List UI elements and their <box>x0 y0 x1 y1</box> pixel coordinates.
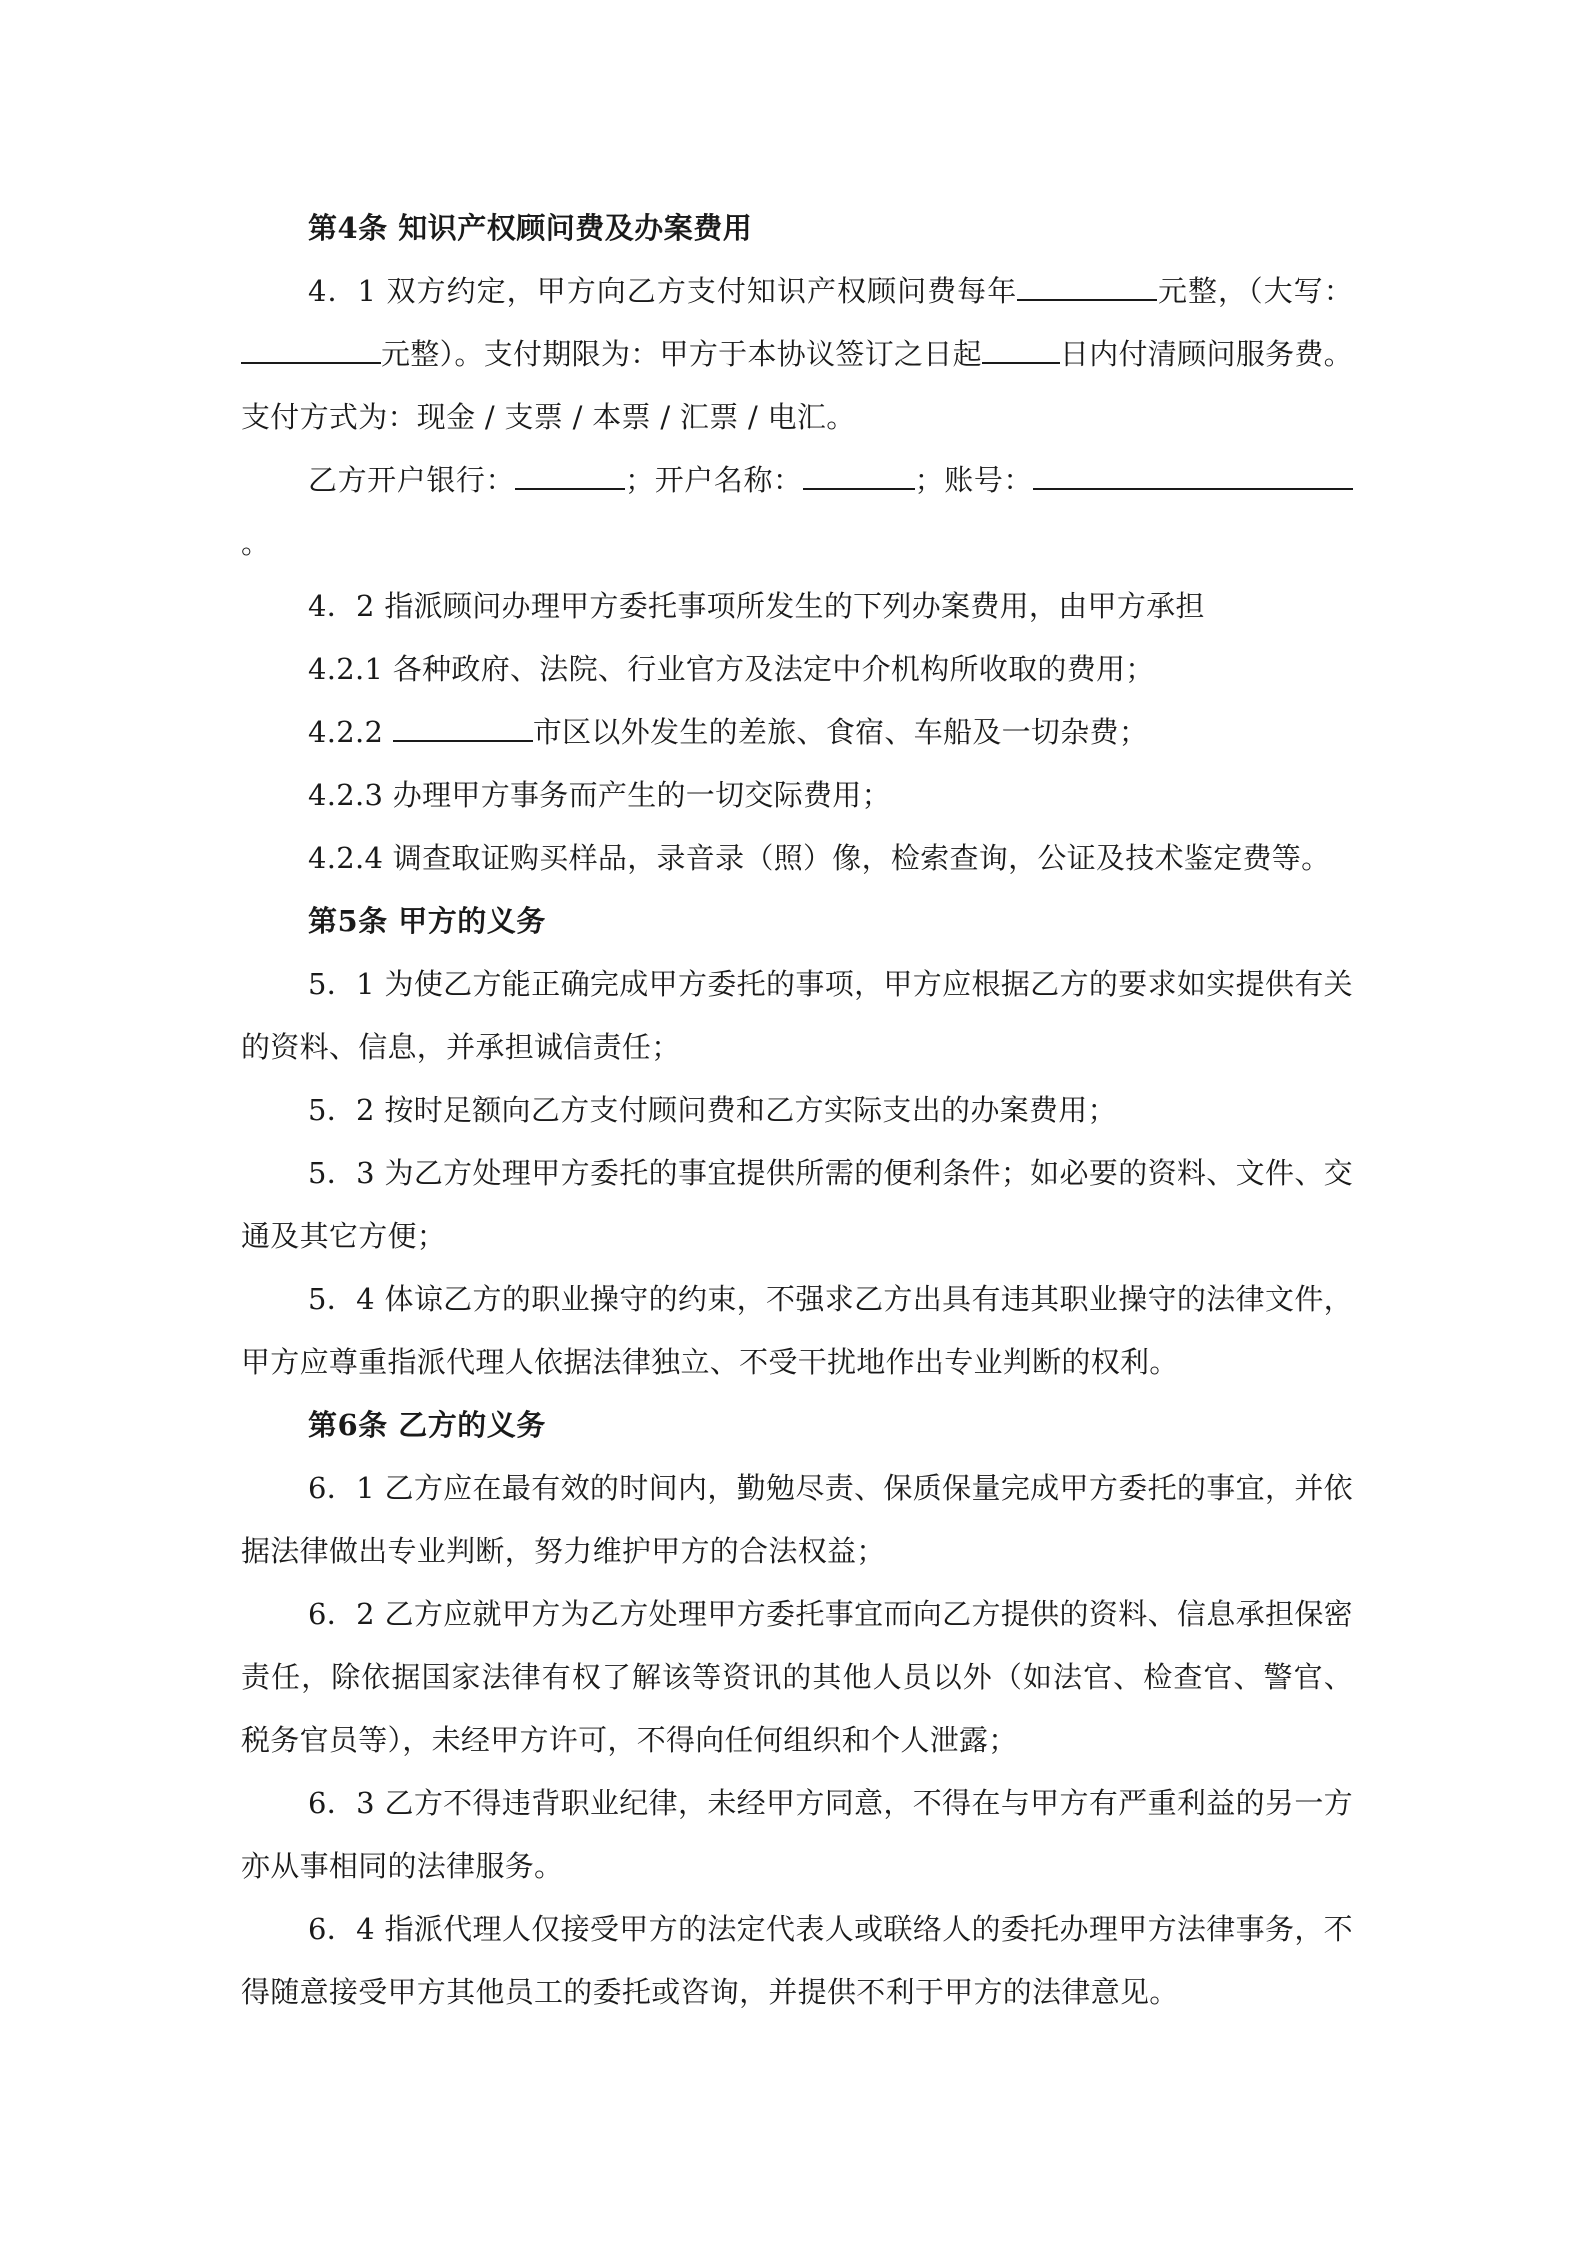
clause-4-1-text-c: 元整）。支付期限为：甲方于本协议签订之日起 <box>381 337 982 371</box>
clause-5-1: 5．1 为使乙方能正确完成甲方委托的事项，甲方应根据乙方的要求如实提供有关的资料、信息，并承担诚信责任； <box>241 967 1353 1064</box>
bank-name-blank <box>515 462 625 490</box>
bank-label: 乙方开户银行： <box>308 463 516 497</box>
account-name-blank <box>803 462 915 490</box>
clause-6-3: 6．3 乙方不得违背职业纪律，未经甲方同意，不得在与甲方有严重利益的另一方亦从事相同的法律服务。 <box>241 1786 1353 1883</box>
article-6-heading: 第6条 乙方的义务 <box>308 1408 546 1442</box>
clause-5-3: 5．3 为乙方处理甲方委托的事宜提供所需的便利条件；如必要的资料、文件、交通及其它方便； <box>241 1156 1353 1253</box>
city-blank <box>393 714 533 742</box>
clause-4-2-1: 4.2.1 各种政府、法院、行业官方及法定中介机构所收取的费用； <box>308 652 1155 686</box>
article-5-heading: 第5条 甲方的义务 <box>308 904 546 938</box>
clause-4-2-2-text: 市区以外发生的差旅、食宿、车船及一切杂费； <box>532 715 1149 749</box>
payment-days-blank <box>982 336 1060 364</box>
clause-4-1-text-b: 元整，（大写： <box>1157 274 1353 308</box>
clause-4-2-4: 4.2.4 调查取证购买样品，录音录（照）像，检索查询，公证及技术鉴定费等。 <box>308 841 1331 875</box>
clause-4-2: 4．2 指派顾问办理甲方委托事项所发生的下列办案费用，由甲方承担 <box>308 589 1205 623</box>
clause-6-2: 6．2 乙方应就甲方为乙方处理甲方委托事宜而向乙方提供的资料、信息承担保密责任，除依据国家法律有权了解该等资讯的其他人员以外（如法官、检查官、警官、税务官员等），未经甲方许可，不得向任何组织和个人泄露； <box>241 1597 1353 1757</box>
account-name-label: ；开户名称： <box>625 463 803 497</box>
clause-6-4: 6．4 指派代理人仅接受甲方的法定代表人或联络人的委托办理甲方法律事务，不得随意接受甲方其他员工的委托或咨询，并提供不利于甲方的法律意见。 <box>241 1912 1353 2009</box>
account-number-blank <box>1033 462 1353 490</box>
clause-4-1-text-a: 4．1 双方约定，甲方向乙方支付知识产权顾问费每年 <box>308 274 1018 308</box>
account-number-label: ；账号： <box>914 463 1033 497</box>
clause-4-1-text-d: 日内付清顾问服务费。支付方式为：现金 / 支票 / 本票 / 汇票 / 电汇。 <box>241 337 1353 434</box>
article-4-heading: 第4条 知识产权顾问费及办案费用 <box>308 211 753 245</box>
clause-4-2-3: 4.2.3 办理甲方事务而产生的一切交际费用； <box>308 778 891 812</box>
annual-fee-blank <box>1017 273 1157 301</box>
clause-4-2-2-number: 4.2.2 <box>308 715 393 749</box>
bank-info-line <box>241 449 1353 575</box>
clause-4-2-2 <box>241 701 1353 764</box>
clause-5-4: 5．4 体谅乙方的职业操守的约束，不强求乙方出具有违其职业操守的法律文件，甲方应尊重指派代理人依据法律独立、不受干扰地作出专业判断的权利。 <box>241 1282 1353 1379</box>
bank-info-end: 。 <box>241 526 271 560</box>
fee-in-words-blank <box>241 336 381 364</box>
document-body <box>241 197 1353 2024</box>
clause-5-2: 5．2 按时足额向乙方支付顾问费和乙方实际支出的办案费用； <box>308 1093 1117 1127</box>
clause-6-1: 6．1 乙方应在最有效的时间内，勤勉尽责、保质保量完成甲方委托的事宜，并依据法律做出专业判断，努力维护甲方的合法权益； <box>241 1471 1353 1568</box>
clause-4-1 <box>241 260 1353 449</box>
